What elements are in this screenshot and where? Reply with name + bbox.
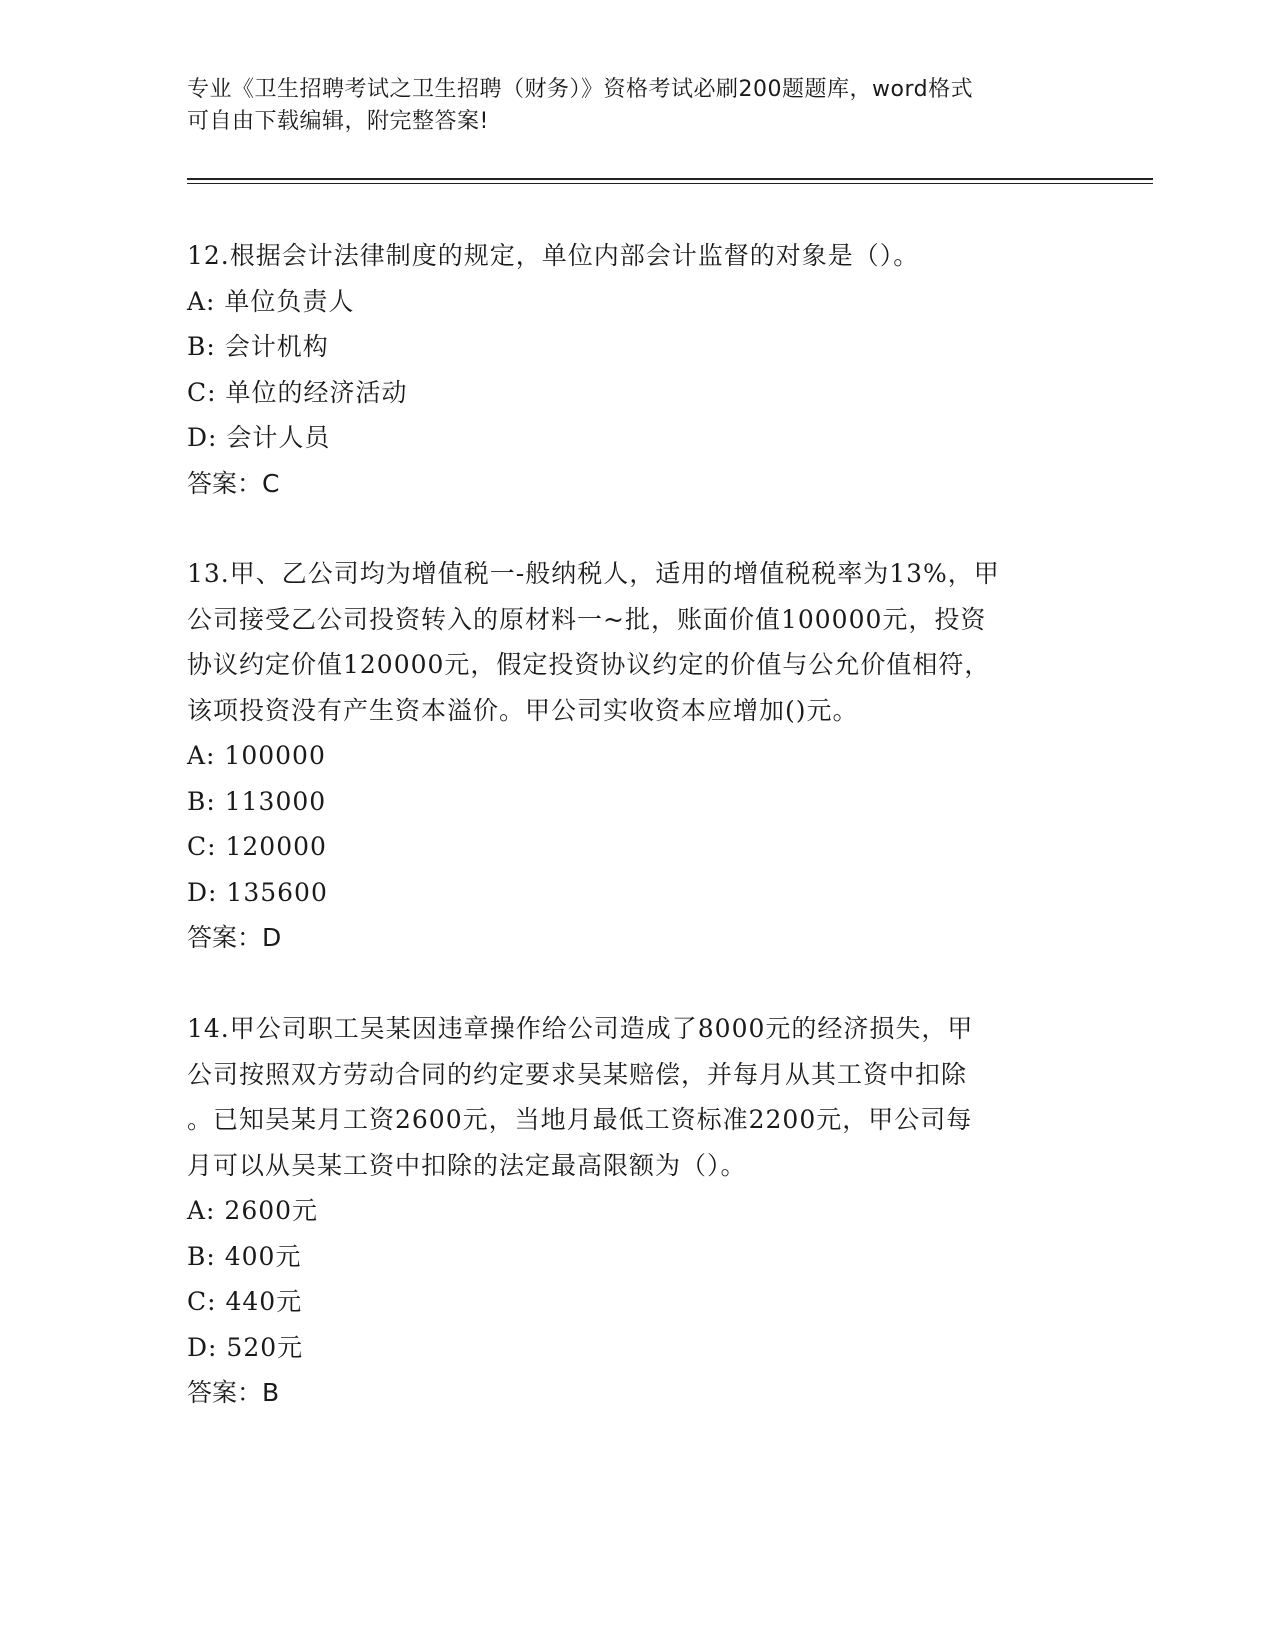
question-stem-line: 12.根据会计法律制度的规定，单位内部会计监督的对象是（）。: [187, 241, 920, 270]
answer-label: 答案：B: [187, 1378, 280, 1407]
question-14: [187, 1006, 1087, 1416]
question-stem-line: 月可以从吴某工资中扣除的法定最高限额为（）。: [187, 1150, 747, 1180]
question-stem-line: 13.甲、乙公司均为增值税一-般纳税人，适用的增值税税率为13%，甲: [187, 559, 1000, 588]
option-b: B: 400元: [187, 1241, 302, 1271]
header-divider-bottom: [187, 183, 1153, 184]
option-a: A: 100000: [187, 741, 326, 770]
question-stem-line: 公司接受乙公司投资转入的原材料一~批，账面价值100000元，投资: [187, 604, 987, 634]
question-stem-line: 协议约定价值120000元，假定投资协议约定的价值与公允价值相符，: [187, 650, 991, 679]
option-c: C: 单位的经济活动: [187, 377, 408, 407]
question-stem-line: 。已知吴某月工资2600元，当地月最低工资标准2200元，甲公司每: [187, 1105, 973, 1134]
option-c: C: 120000: [187, 832, 327, 861]
document-header: [187, 74, 1087, 138]
header-line-1: 专业《卫生招聘考试之卫生招聘（财务）》资格考试必刷200题题库，word格式: [187, 77, 974, 102]
option-c: C: 440元: [187, 1287, 303, 1316]
option-d: D: 会计人员: [187, 423, 331, 452]
header-line-2: 可自由下载编辑，附完整答案!: [187, 109, 489, 134]
answer-label: 答案：D: [187, 923, 282, 952]
option-a: A: 单位负责人: [187, 286, 355, 316]
question-12: [187, 233, 1087, 506]
option-b: B: 113000: [187, 786, 327, 816]
question-13: [187, 551, 1087, 961]
answer-label: 答案：C: [187, 468, 280, 498]
question-stem-line: 14.甲公司职工吴某因违章操作给公司造成了8000元的经济损失，甲: [187, 1014, 974, 1043]
option-d: D: 520元: [187, 1332, 304, 1362]
question-stem-line: 该项投资没有产生资本溢价。甲公司实收资本应增加()元。: [187, 695, 859, 725]
option-b: B: 会计机构: [187, 332, 329, 361]
option-a: A: 2600元: [187, 1196, 319, 1225]
header-divider-top: [187, 178, 1153, 180]
option-d: D: 135600: [187, 877, 328, 907]
question-stem-line: 公司按照双方劳动合同的约定要求吴某赔偿，并每月从其工资中扣除: [187, 1059, 968, 1089]
